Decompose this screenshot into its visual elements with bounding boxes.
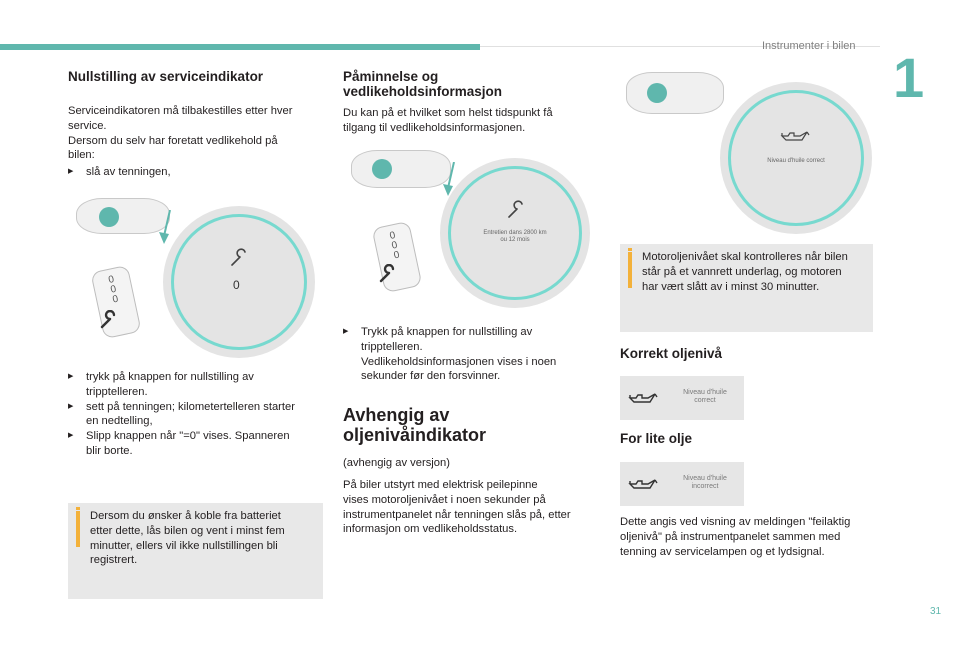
- dial-illustration: [720, 82, 872, 234]
- text-line: Serviceindikatoren må tilbakestilles etter hver: [68, 105, 293, 117]
- push-button-icon: [372, 159, 392, 179]
- list-item: ▶ Slipp knappen når "=0" vises. Spanneren blir borte.: [68, 429, 318, 459]
- intro-reminder: [343, 106, 593, 136]
- text-line: informasjon om vedlikeholdsstatus.: [343, 523, 518, 536]
- arrow-icon: [156, 210, 176, 246]
- step-list-2: [68, 370, 318, 459]
- heading-correct-level: Korrekt oljenivå: [620, 346, 723, 361]
- heading-reminder: [343, 69, 502, 99]
- header-accent-bar: [0, 44, 480, 50]
- low-oil-body: [620, 515, 880, 559]
- text-line: bilen:: [68, 149, 95, 162]
- dial-value: 0: [233, 278, 240, 292]
- heading-line: Påminnelse og: [343, 69, 439, 84]
- dial-message: Niveau d'huile correct: [767, 158, 825, 164]
- text-line: Du kan på et hvilket som helst tidspunkt få: [343, 107, 553, 119]
- note-box-battery: [68, 503, 323, 599]
- digit: 0: [390, 239, 399, 252]
- oil-level-body: [343, 478, 603, 537]
- dial-message: Entretien dans 2800 km ou 12 mois: [483, 230, 547, 243]
- list-item: ▶ slå av tenningen,: [68, 165, 318, 180]
- text-line: minutter, ellers vil ikke nullstillingen bli: [90, 539, 278, 552]
- display-label: incorrect: [691, 483, 719, 490]
- text-line: registrert.: [90, 554, 138, 567]
- oil-correct-display: [620, 376, 744, 420]
- wrench-icon: [377, 264, 397, 284]
- heading-reset-service: Nullstilling av serviceindikator: [68, 69, 264, 84]
- page-number: 31: [930, 606, 942, 617]
- list-item: ▶ trykk på knappen for nullstilling av tripptelleren.: [68, 370, 318, 400]
- info-icon: [628, 252, 632, 288]
- wrench-icon: [229, 248, 251, 268]
- text-line: På biler utstyrt med elektrisk peilepinne: [343, 479, 538, 491]
- push-button-icon: [99, 207, 119, 227]
- dial-illustration: [163, 206, 315, 358]
- heading-oil-level: [343, 405, 486, 445]
- text-line: service.: [68, 119, 107, 132]
- oil-can-icon: [628, 476, 658, 494]
- text-line: står på et vannrett underlag, og motoren: [642, 265, 842, 278]
- step-list-1: [68, 165, 318, 180]
- display-label: correct: [694, 397, 716, 404]
- intro-reset: [68, 104, 318, 163]
- stalk-illustration: [351, 150, 451, 188]
- text-line: Motoroljenivået skal kontrolleres når bilen: [642, 251, 848, 263]
- digit: 0: [111, 293, 120, 306]
- chapter-number: 1: [893, 46, 925, 109]
- text-line: Dette angis ved visning av meldingen "feilaktig: [620, 516, 851, 528]
- text-line: etter dette, lås bilen og vent i minst fem: [90, 524, 285, 537]
- text-line: har vært slått av i minst 30 minutter.: [642, 280, 820, 293]
- display-label: Niveau d'huile: [683, 475, 727, 482]
- text-line: oljenivå" på instrumentpanelet sammen med: [620, 530, 841, 543]
- text-line: Dersom du selv har foretatt vedlikehold på: [68, 134, 278, 147]
- text-line: vises motoroljenivået i noen sekunder på: [343, 493, 546, 506]
- heading-line: Avhengig av: [343, 405, 450, 425]
- list-item: ▶ Trykk på knappen for nullstilling av tripptelleren. Vedlikeholdsinformasjonen vises i noen sekunder før den forsvinner.: [343, 325, 598, 384]
- digit: 0: [107, 274, 116, 286]
- oil-incorrect-display: [620, 462, 744, 506]
- stalk-illustration: [626, 72, 724, 114]
- heading-low-oil: For lite olje: [620, 431, 693, 446]
- step-list-reminder: [343, 325, 598, 384]
- text-line: Dersom du ønsker å koble fra batteriet: [90, 510, 281, 522]
- info-icon: [76, 511, 80, 547]
- digit: 0: [392, 249, 401, 262]
- heading-line: oljenivåindikator: [343, 425, 487, 445]
- digit: 0: [388, 230, 397, 242]
- chapter-title: Instrumenter i bilen: [762, 40, 856, 52]
- digit: 0: [109, 283, 118, 296]
- note-box-oil: [620, 244, 873, 332]
- heading-line: vedlikeholdsinformasjon: [343, 84, 503, 99]
- push-button-icon: [647, 83, 667, 103]
- text-line: tenning av servicelampen og et lydsignal.: [620, 545, 825, 558]
- text-line: tilgang til vedlikeholdsinformasjonen.: [343, 121, 526, 134]
- list-item: ▶ sett på tenningen; kilometertelleren starter en nedtelling,: [68, 400, 318, 430]
- wrench-icon: [98, 310, 118, 330]
- display-label: Niveau d'huile: [683, 389, 727, 396]
- text-line: instrumentpanelet når tenningen slås på, etter: [343, 508, 571, 521]
- dial-illustration: [440, 158, 590, 308]
- version-note: (avhengig av versjon): [343, 457, 450, 469]
- oil-can-icon: [780, 128, 810, 146]
- wrench-icon: [506, 200, 528, 220]
- oil-can-icon: [628, 390, 658, 408]
